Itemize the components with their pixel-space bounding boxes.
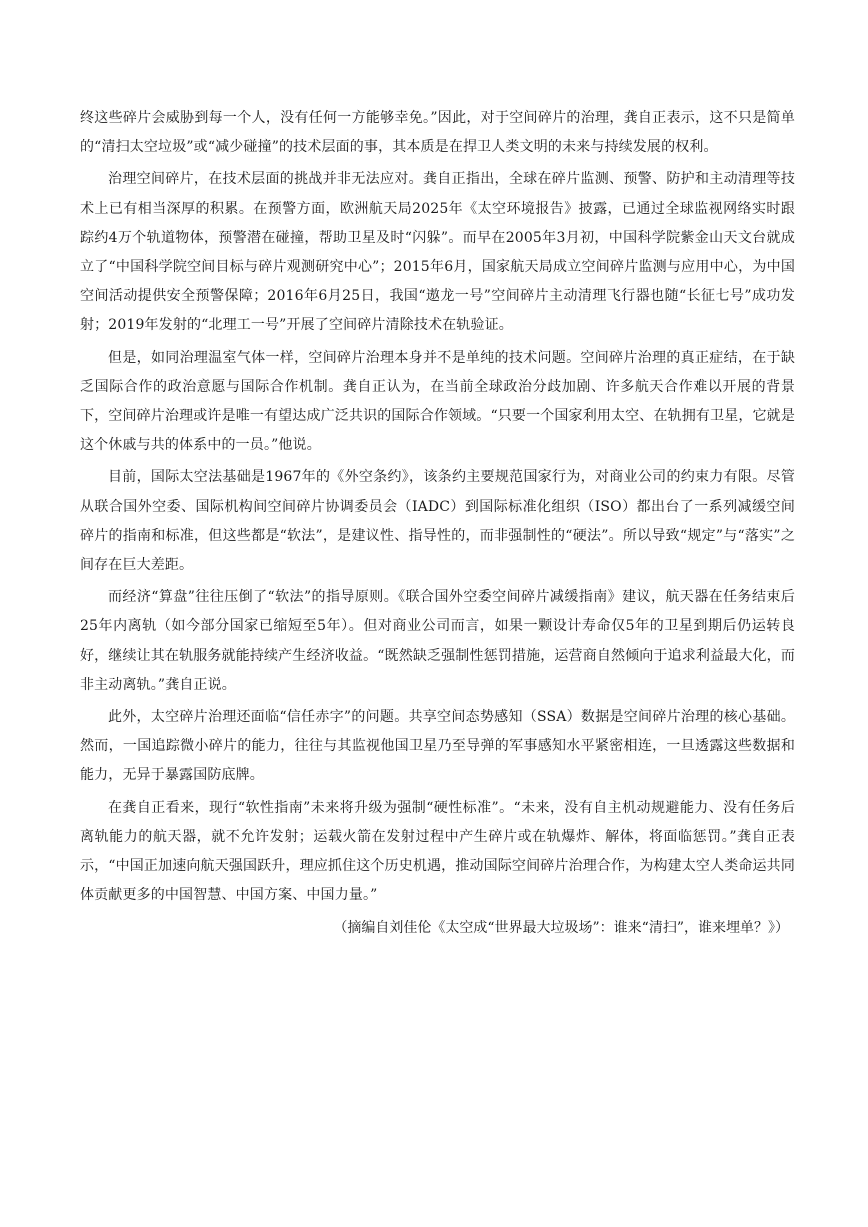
source-citation: （摘编自刘佳伦《太空成“世界最大垃圾场”：谁来“清扫”，谁来埋单？》）	[333, 920, 789, 937]
article-page	[80, 104, 795, 943]
paragraph-1: 终这些碎片会威胁到每一个人，没有任何一方能够幸免。”因此，对于空间碎片的治理，龚自正表示，这不只是简单的“清扫太空垃圾”或“减少碰撞”的技术层面的事，其本质是在捍卫人类文明的未来与持续发展的权利。	[80, 110, 795, 156]
paragraph-3: 但是，如同治理温室气体一样，空间碎片治理本身并不是单纯的技术问题。空间碎片治理的真正症结，在于缺乏国际合作的政治意愿与国际合作机制。龚自正认为，在当前全球政治分歧加剧、许多航天合作难以开展的背景下，空间碎片治理或许是唯一有望达成广泛共识的国际合作领域。“只要一个国家利用太空、在轨拥有卫星，它就是这个休戚与共的体系中的一员。”他说。	[80, 349, 795, 454]
paragraph-5: 而经济“算盘”往往压倒了“软法”的指导原则。《联合国外空委空间碎片减缓指南》建议，航天器在任务结束后25年内离轨（如今部分国家已缩短至5年）。但对商业公司而言，如果一颗设计寿命仅5年的卫星到期后仍运转良好，继续让其在轨服务就能持续产生经济收益。“既然缺乏强制性惩罚措施，运营商自然倾向于追求利益最大化，而非主动离轨。”龚自正说。	[80, 589, 795, 693]
paragraph-4: 目前，国际太空法基础是1967年的《外空条约》，该条约主要规范国家行为，对商业公司的约束力有限。尽管从联合国外空委、国际机构间空间碎片协调委员会（IADC）到国际标准化组织（ISO）都出台了一系列减缓空间碎片的指南和标准，但这些都是“软法”，是建议性、指导性的，而非强制性的“硬法”。所以导致“规定”与“落实”之间存在巨大差距。	[80, 469, 795, 574]
paragraph-6: 此外，太空碎片治理还面临“信任赤字”的问题。共享空间态势感知（SSA）数据是空间碎片治理的核心基础。然而，一国追踪微小碎片的能力，往往与其监视他国卫星乃至导弹的军事感知水平紧密相连，一旦透露这些数据和能力，无异于暴露国防底牌。	[80, 709, 795, 784]
paragraph-2: 治理空间碎片，在技术层面的挑战并非无法应对。龚自正指出，全球在碎片监测、预警、防护和主动清理等技术上已有相当深厚的积累。在预警方面，欧洲航天局2025年《太空环境报告》披露，已通过全球监视网络实时跟踪约4万个轨道物体，预警潜在碰撞，帮助卫星及时“闪躲”。而早在2005年3月初，中国科学院紫金山天文台就成立了“中国科学院空间目标与碎片观测研究中心”；2015年6月，国家航天局成立空间碎片监测与应用中心，为中国空间活动提供安全预警保障；2016年6月25日，我国“遨龙一号”空间碎片主动清理飞行器也随“长征七号”成功发射；2019年发射的“北理工一号”开展了空间碎片清除技术在轨验证。	[80, 171, 795, 334]
paragraph-7: 在龚自正看来，现行“软性指南”未来将升级为强制“硬性标准”。“未来，没有自主机动规避能力、没有任务后离轨能力的航天器，就不允许发射；运载火箭在发射过程中产生碎片或在轨爆炸、解体，将面临惩罚。”龚自正表示，“中国正加速向航天强国跃升，理应抓住这个历史机遇，推动国际空间碎片治理合作，为构建太空人类命运共同体贡献更多的中国智慧、中国方案、中国力量。”	[80, 799, 795, 904]
